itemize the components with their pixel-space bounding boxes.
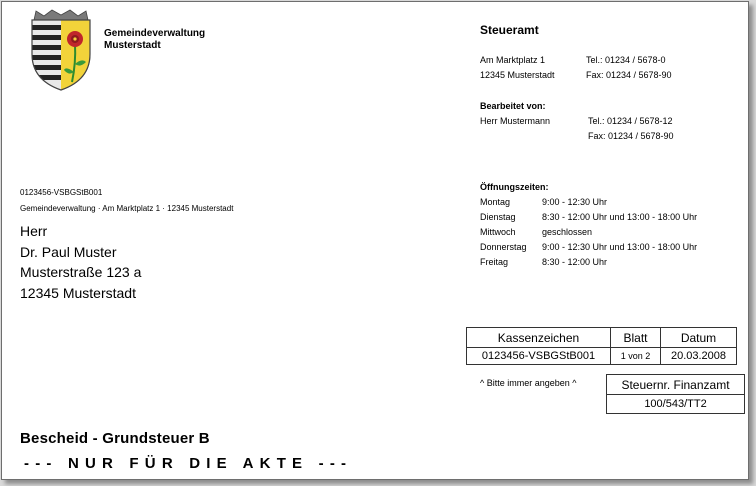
hours-row	[480, 255, 697, 270]
sheet-value: 1 von 2	[611, 348, 661, 365]
tax-number-value: 100/543/TT2	[607, 395, 745, 414]
tax-number-table	[606, 374, 745, 414]
cash-reference-header: Kassenzeichen	[467, 328, 611, 348]
hours-time: 8:30 - 12:00 Uhr	[542, 257, 608, 267]
municipality-line-1: Gemeindeverwaltung	[104, 28, 206, 39]
hours-day: Montag	[480, 197, 511, 207]
hours-row	[480, 195, 697, 210]
recipient-address	[20, 221, 141, 303]
recipient-name: Dr. Paul Muster	[20, 243, 117, 260]
always-specify-hint: ^ Bitte immer angeben ^	[480, 378, 577, 388]
hours-time: 9:00 - 12:30 Uhr und 13:00 - 18:00 Uhr	[542, 242, 698, 252]
hours-day: Freitag	[480, 257, 509, 267]
document-page	[1, 1, 749, 480]
tax-number-header: Steuernr. Finanzamt	[607, 375, 745, 395]
office-fax: Fax: 01234 / 5678-90	[586, 70, 672, 80]
processed-by-label: Bearbeitet von:	[480, 101, 546, 111]
hours-time: 8:30 - 12:00 Uhr und 13:00 - 18:00 Uhr	[542, 212, 698, 222]
municipal-coat-of-arms-icon	[24, 8, 98, 92]
hours-row	[480, 225, 697, 240]
sheet-header: Blatt	[611, 328, 661, 348]
file-only-note: --- NUR FÜR DIE AKTE ---	[24, 455, 353, 472]
recipient-city: 12345 Musterstadt	[20, 284, 136, 301]
subject-title: Bescheid - Grundsteuer B	[20, 430, 210, 447]
hours-day: Donnerstag	[480, 242, 527, 252]
processed-by-fax: Fax: 01234 / 5678-90	[588, 131, 674, 141]
date-value: 20.03.2008	[661, 348, 737, 365]
date-header: Datum	[661, 328, 737, 348]
office-phone: Tel.: 01234 / 5678-0	[586, 55, 666, 65]
opening-hours-title: Öffnungszeiten:	[480, 182, 549, 192]
municipality-line-2: Musterstadt	[104, 40, 161, 51]
opening-hours	[480, 180, 697, 270]
sender-return-line: Gemeindeverwaltung · Am Marktplatz 1 · 12345 Musterstadt	[20, 204, 234, 213]
recipient-salutation: Herr	[20, 223, 48, 239]
office-city: 12345 Musterstadt	[480, 70, 555, 80]
reference-code: 0123456-VSBGStB001	[20, 188, 103, 197]
processed-by-name: Herr Mustermann	[480, 116, 551, 126]
hours-day: Mittwoch	[480, 227, 516, 237]
processed-by-phone: Tel.: 01234 / 5678-12	[588, 116, 673, 126]
cash-reference-table	[466, 327, 737, 365]
hours-time: 9:00 - 12:30 Uhr	[542, 197, 608, 207]
office-street: Am Marktplatz 1	[480, 55, 546, 65]
hours-row	[480, 210, 697, 225]
recipient-street: Musterstraße 123 a	[20, 264, 142, 280]
municipality-name	[104, 28, 205, 52]
hours-day: Dienstag	[480, 212, 516, 222]
office-title: Steueramt	[480, 23, 539, 37]
hours-time: geschlossen	[542, 227, 593, 237]
cash-reference-value: 0123456-VSBGStB001	[467, 348, 611, 365]
hours-row	[480, 240, 697, 255]
